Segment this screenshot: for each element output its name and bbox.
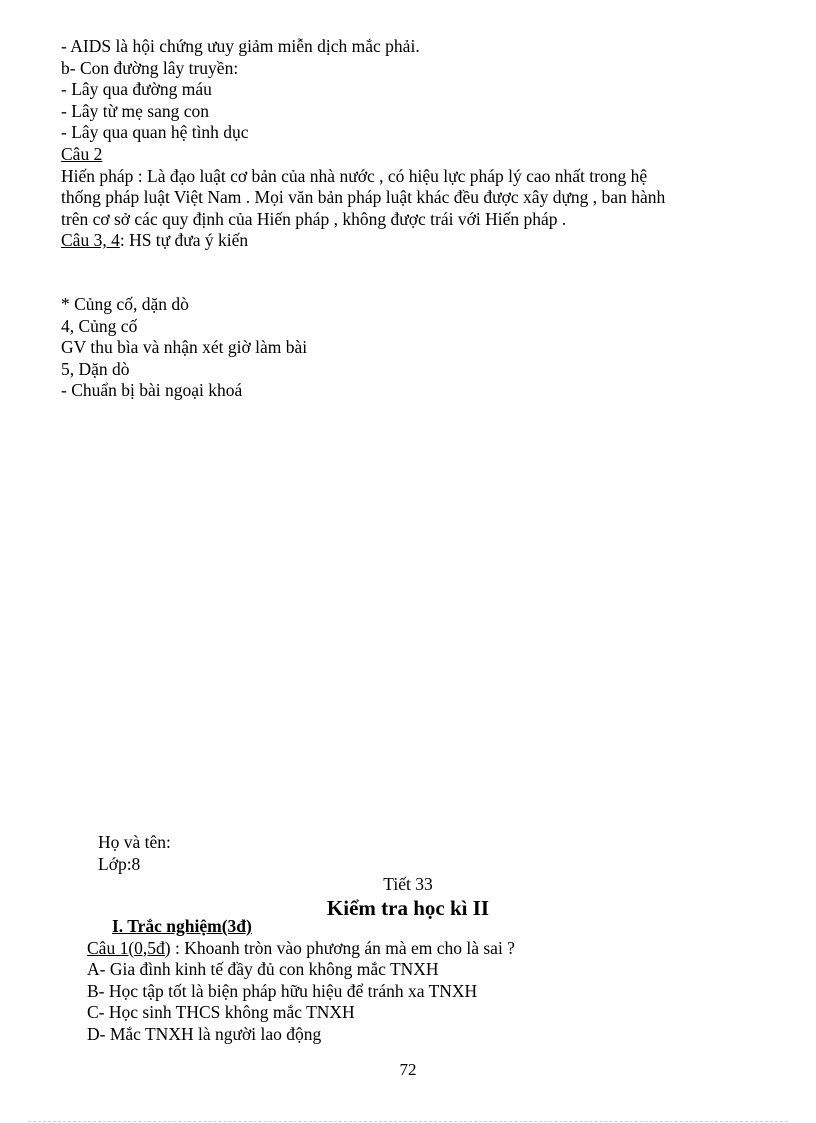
text-line: - Lây qua quan hệ tình dục	[61, 122, 249, 143]
text-line: 4, Củng cố	[61, 315, 138, 336]
question-1-text: : Khoanh tròn vào phương án mà em cho là sai ?	[170, 937, 515, 958]
period-label: Tiết 33	[383, 874, 433, 894]
text-line: b- Con đường lây truyền:	[61, 57, 239, 78]
option-c: C- Học sinh THCS không mắc TNXH	[87, 1002, 355, 1023]
question-1	[87, 938, 515, 960]
student-info	[98, 832, 171, 875]
text-line: - AIDS là hội chứng ưuy giảm miễn dịch mắc phải.	[61, 36, 420, 56]
cau34-text: : HS tự đưa ý kiến	[119, 230, 249, 251]
page-number: 72	[399, 1060, 417, 1079]
text-line: * Củng cố, dặn dò	[61, 294, 189, 314]
review-section	[61, 294, 307, 402]
exam-part1	[87, 916, 515, 1046]
cau34-line	[61, 230, 665, 252]
cau2-heading: Câu 2	[61, 143, 103, 164]
text-line: GV thu bìa và nhận xét giờ làm bài	[61, 337, 308, 358]
text-line: - Chuẩn bị bài ngoại khoá	[61, 380, 243, 401]
option-a: A- Gia đình kinh tế đầy đủ con không mắc TNXH	[87, 959, 439, 980]
text-line: thống pháp luật Việt Nam . Mọi văn bản pháp luật khác đều được xây dựng , ban hành	[61, 187, 666, 208]
text-line: - Lây qua đường máu	[61, 79, 212, 100]
question-1-label: Câu 1(0,5đ)	[87, 937, 171, 958]
student-name-label: Họ và tên:	[98, 832, 171, 852]
option-d: D- Mắc TNXH là người lao động	[87, 1023, 322, 1044]
page-bottom-divider	[28, 1121, 788, 1122]
cau34-label: Câu 3, 4	[61, 230, 120, 251]
exam-title: Kiểm tra học kì II	[326, 896, 490, 920]
text-line: - Lây từ mẹ sang con	[61, 100, 209, 121]
student-class-label: Lớp:8	[98, 853, 141, 874]
answer-section	[61, 36, 665, 252]
text-line: trên cơ sở các quy định của Hiến pháp , không được trái với Hiến pháp .	[61, 208, 567, 229]
text-line: Hiến pháp : Là đạo luật cơ bản của nhà nước , có hiệu lực pháp lý cao nhất trong hệ	[61, 165, 648, 186]
part1-heading: I. Trắc nghiệm(3đ)	[112, 916, 252, 936]
option-b: B- Học tập tốt là biện pháp hữu hiệu để tránh xa TNXH	[87, 980, 478, 1001]
text-line: 5, Dặn dò	[61, 358, 130, 379]
